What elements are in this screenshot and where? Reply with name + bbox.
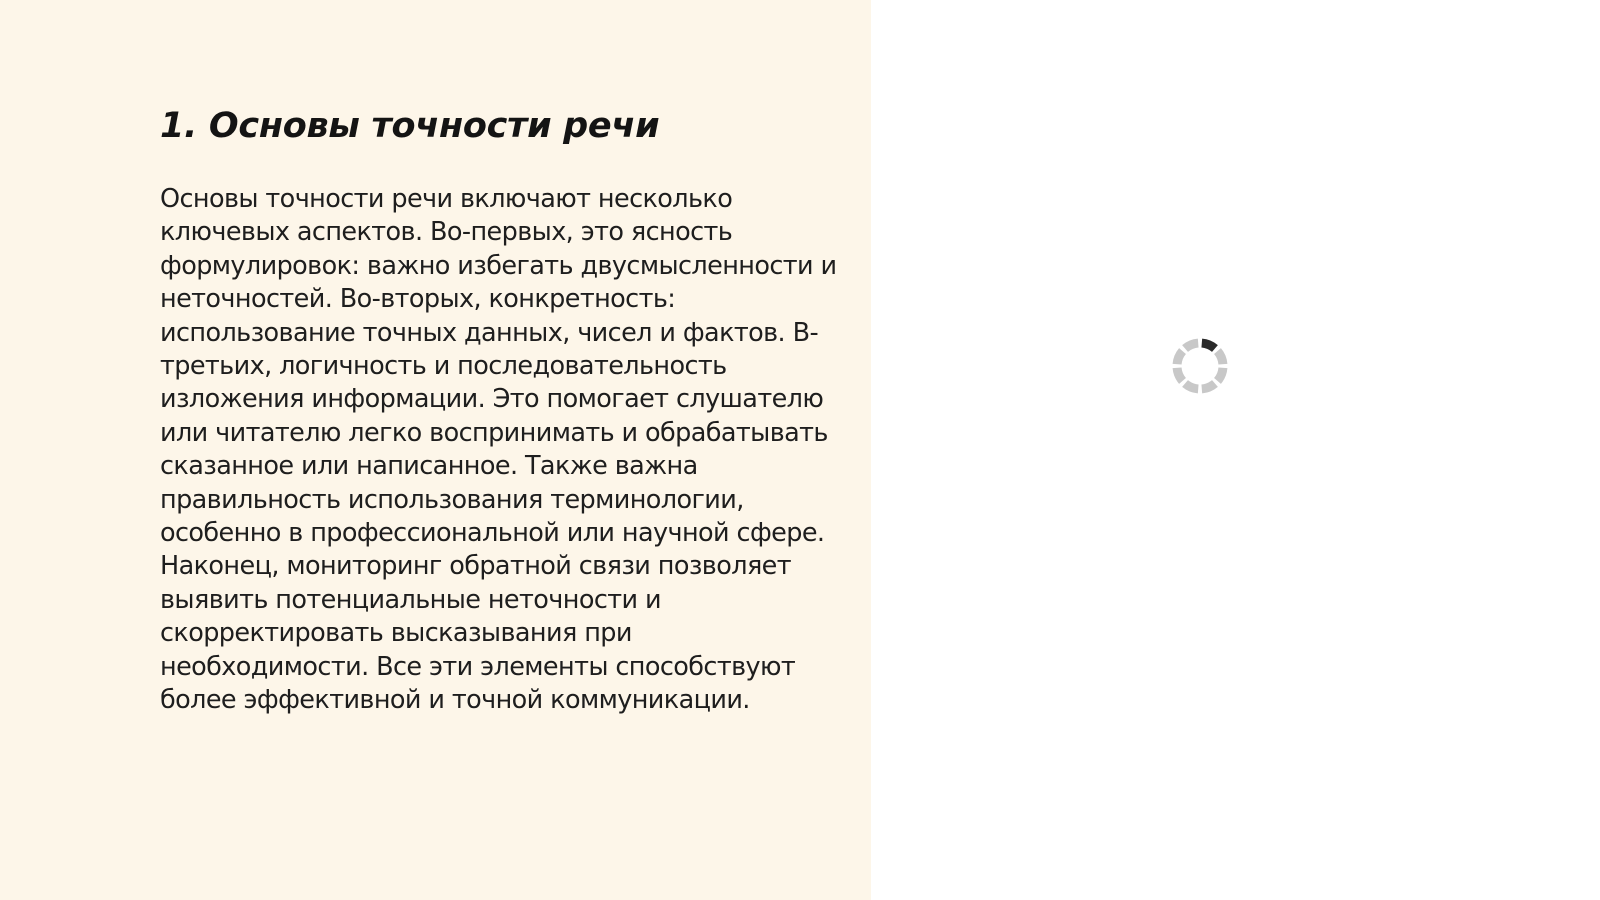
spinner-segment [1217,351,1222,364]
spinner-segment [1202,383,1215,388]
spinner-segment [1185,383,1198,388]
spinner-segment [1185,343,1198,348]
image-panel [871,0,1600,900]
spinner-graphic [1172,338,1228,394]
loading-spinner-icon [1172,338,1228,394]
slide-title: 1. Основы точности речи [160,106,660,146]
spinner-segment [1177,368,1182,381]
slide-body-text: Основы точности речи включают несколько ключевых аспектов. Во-первых, это ясность формулировок: важно избегать двусмысленности и неточностей. Во-вторых, конкретность: использование точных данных, чисел и фактов. В-третьих, логичность и последовательность изложения информации. Это помогает слушателю или читателю легко воспринимать и обрабатывать сказанное или написанное. Также важна правильность использования терминологии, особенно в профессиональной или научной сфере. Наконец, мониторинг обратной связи позволяет выявить потенциальные неточности и скорректировать высказывания при необходимости. Все эти элементы способствуют более эффективной и точной коммуникации. [160,184,837,716]
spinner-segment [1202,343,1215,348]
spinner-segment [1217,368,1222,381]
spinner-segment [1177,351,1182,364]
